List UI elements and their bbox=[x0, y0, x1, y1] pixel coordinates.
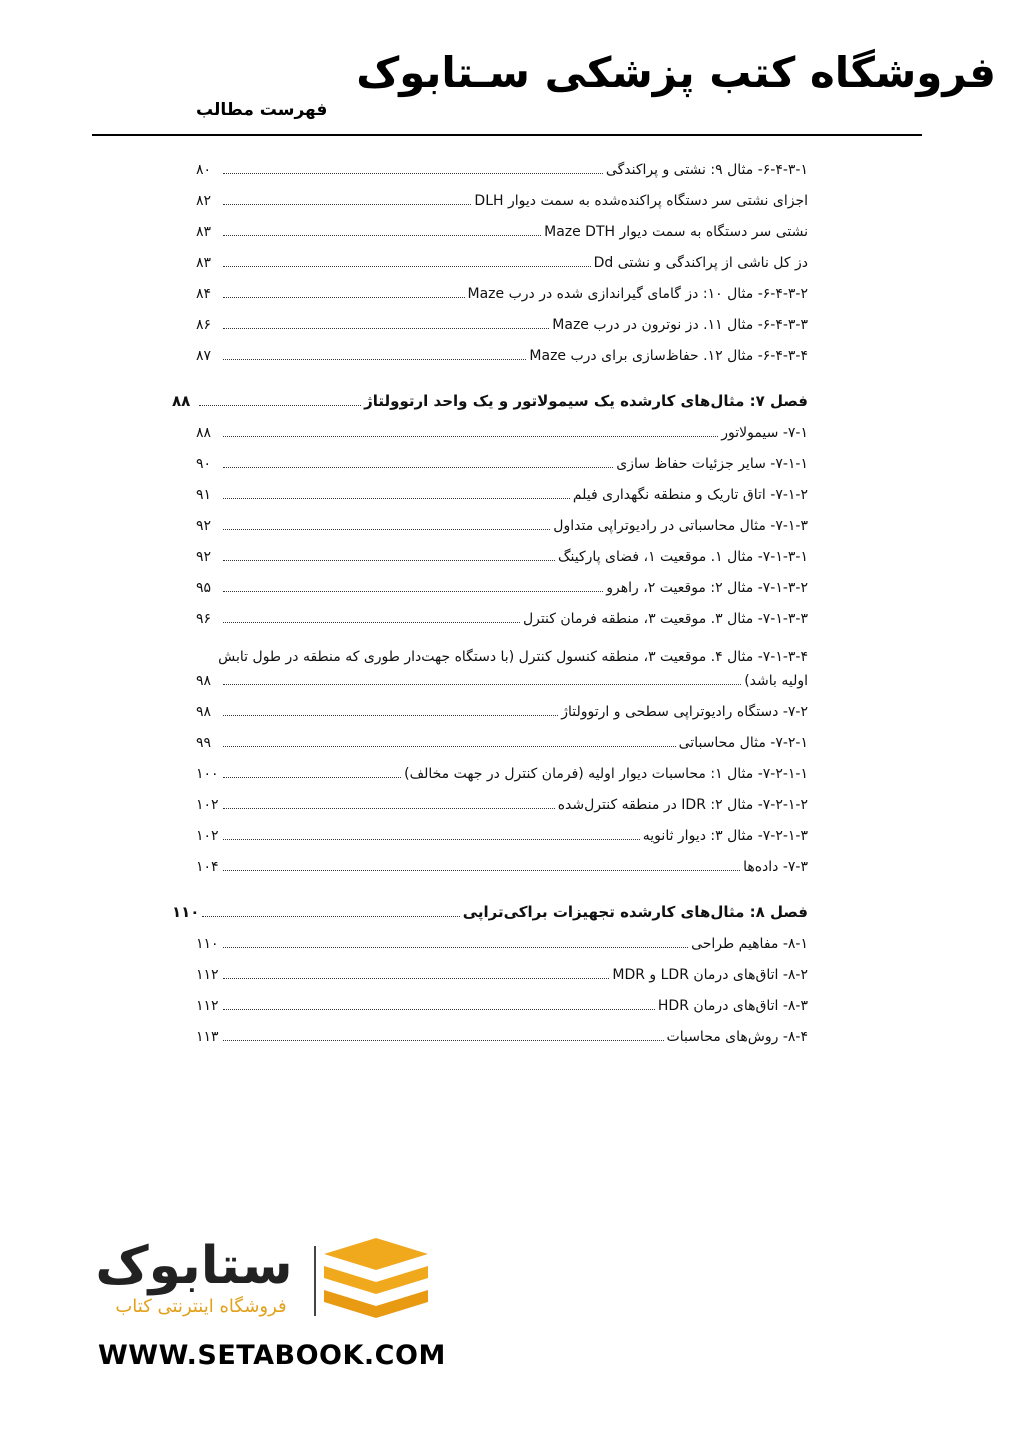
toc-entry-label: ۷-۱-۳- مثال محاسباتی در رادیوتراپی متداول bbox=[553, 518, 808, 534]
toc-page-number: ۹۶ bbox=[196, 611, 212, 627]
toc-page-number: ۱۱۰ bbox=[196, 936, 219, 952]
toc-row[interactable] bbox=[196, 735, 808, 766]
toc-entry-label: ۸-۱- مفاهیم طراحی bbox=[691, 936, 808, 952]
toc-page-number: ۸۸ bbox=[196, 425, 212, 441]
toc-page-number: ۹۹ bbox=[196, 735, 212, 751]
toc-dot-leader bbox=[223, 435, 718, 437]
toc-dot-leader bbox=[223, 327, 549, 329]
toc-dot-leader bbox=[223, 807, 555, 809]
toc-dot-leader bbox=[223, 559, 555, 561]
toc-entry-label: ۸-۳- اتاق‌های درمان HDR bbox=[657, 998, 808, 1014]
toc-entry-label: ۷-۳- داده‌ها bbox=[743, 859, 808, 875]
toc-row[interactable] bbox=[196, 518, 808, 549]
toc-dot-leader bbox=[223, 1039, 664, 1041]
toc-entry-label: نشتی سر دستگاه به سمت دیوار Maze DTH bbox=[544, 224, 808, 240]
toc-dot-leader bbox=[223, 869, 740, 871]
toc-page-number: ۱۰۲ bbox=[196, 797, 219, 813]
toc-dot-leader bbox=[223, 172, 603, 174]
toc-chapter-row[interactable] bbox=[172, 392, 808, 425]
toc-entry-label: ۷-۲-۱-۳- مثال ۳: دیوار ثانویه bbox=[642, 828, 808, 844]
toc-page-number: ۸۲ bbox=[196, 193, 212, 209]
toc-entry-label: ۷-۱- سیمولاتور bbox=[721, 425, 808, 441]
toc-entry-label: دز کل ناشی از پراکندگی و نشتی Dd bbox=[593, 255, 808, 271]
toc-row[interactable] bbox=[196, 224, 808, 255]
toc-entry-label: ۶-۴-۳-۳- مثال ۱۱. دز نوترون در درب Maze bbox=[552, 317, 808, 333]
toc-dot-leader bbox=[223, 265, 591, 267]
toc-row[interactable] bbox=[196, 828, 808, 859]
toc-chapter-label: فصل ۸: مثال‌های کارشده تجهیزات براکی‌تراپی bbox=[462, 903, 808, 921]
toc-entry-label: ۸-۴- روش‌های محاسبات bbox=[666, 1029, 808, 1045]
book-stack-icon bbox=[320, 1236, 432, 1326]
toc-chapter-label: فصل ۷: مثال‌های کارشده یک سیمولاتور و یک واحد ارتوولتاژ bbox=[364, 392, 808, 410]
toc-page-number: ۱۱۲ bbox=[196, 998, 219, 1014]
toc-row[interactable] bbox=[196, 642, 808, 704]
toc-row[interactable] bbox=[196, 704, 808, 735]
toc-row[interactable] bbox=[196, 797, 808, 828]
toc-page-number: ۱۰۰ bbox=[196, 766, 219, 782]
toc-entry-label: ۷-۱-۳-۱- مثال ۱. موقعیت ۱، فضای پارکینگ bbox=[558, 549, 808, 565]
toc-row[interactable] bbox=[196, 936, 808, 967]
toc-dot-leader bbox=[223, 358, 526, 360]
toc-page-number: ۹۰ bbox=[196, 456, 212, 472]
toc-entry-label: ۶-۴-۳-۲- مثال ۱۰: دز گامای گیراندازی شده در درب Maze bbox=[467, 286, 808, 302]
toc-row[interactable] bbox=[196, 286, 808, 317]
toc-dot-leader bbox=[223, 528, 550, 530]
toc-chapter-row[interactable] bbox=[172, 903, 808, 936]
toc-entry-label: ۷-۱-۱- سایر جزئیات حفاظ سازی bbox=[616, 456, 808, 472]
toc-dot-leader bbox=[202, 915, 459, 917]
toc-row[interactable] bbox=[196, 487, 808, 518]
toc-entry-label: اجزای نشتی سر دستگاه پراکنده‌شده به سمت دیوار DLH bbox=[474, 193, 808, 209]
logo-wordmark: ستابوک bbox=[95, 1236, 293, 1296]
toc-entry-label: ۷-۲- دستگاه رادیوتراپی سطحی و ارتوولتاژ bbox=[561, 704, 808, 720]
toc-heading: فهرست مطالب bbox=[196, 100, 328, 120]
toc-entry-label: ۷-۱-۳-۳- مثال ۳. موقعیت ۳، منطقه فرمان کنترل bbox=[522, 611, 808, 627]
toc-dot-leader bbox=[223, 745, 676, 747]
toc-page-number: ۹۲ bbox=[196, 518, 212, 534]
toc-page-number: ۸۶ bbox=[196, 317, 212, 333]
toc-entry-label-continued: اولیه باشد) bbox=[744, 673, 808, 689]
toc-page-number: ۱۰۴ bbox=[196, 859, 219, 875]
toc-page-number: ۹۲ bbox=[196, 549, 212, 565]
toc-dot-leader bbox=[223, 590, 603, 592]
toc-entry-label: ۷-۲-۱-۱- مثال ۱: محاسبات دیوار اولیه (فرمان کنترل در جهت مخالف) bbox=[404, 766, 808, 782]
table-of-contents bbox=[172, 162, 808, 1060]
toc-page-number: ۸۴ bbox=[196, 286, 212, 302]
toc-dot-leader bbox=[199, 404, 361, 406]
toc-dot-leader bbox=[223, 946, 688, 948]
toc-row[interactable] bbox=[196, 255, 808, 286]
toc-page-number: ۹۱ bbox=[196, 487, 212, 503]
logo-divider bbox=[314, 1246, 316, 1316]
toc-dot-leader bbox=[223, 296, 465, 298]
site-url[interactable]: WWW.SETABOOK.COM bbox=[98, 1340, 446, 1371]
toc-page-number: ۱۰۲ bbox=[196, 828, 219, 844]
toc-page-number: ۸۳ bbox=[196, 224, 212, 240]
toc-row[interactable] bbox=[196, 859, 808, 890]
toc-page-number: ۹۸ bbox=[196, 704, 212, 720]
toc-dot-leader bbox=[223, 497, 570, 499]
toc-entry-continuation bbox=[196, 673, 808, 704]
toc-page-number: ۹۸ bbox=[196, 673, 212, 689]
header-rule bbox=[92, 134, 922, 136]
toc-dot-leader bbox=[223, 683, 741, 685]
toc-row[interactable] bbox=[196, 611, 808, 642]
toc-page-number: ۸۳ bbox=[196, 255, 212, 271]
toc-page-number: ۸۰ bbox=[196, 162, 212, 178]
toc-row[interactable] bbox=[196, 998, 808, 1029]
toc-dot-leader bbox=[223, 234, 541, 236]
toc-dot-leader bbox=[223, 838, 640, 840]
logo-tagline: فروشگاه اینترنتی کتاب bbox=[115, 1296, 287, 1317]
toc-entry-label: ۶-۴-۳-۱- مثال ۹: نشتی و پراکندگی bbox=[605, 162, 808, 178]
toc-row[interactable] bbox=[196, 425, 808, 456]
toc-page-number: ۹۵ bbox=[196, 580, 212, 596]
toc-dot-leader bbox=[223, 776, 401, 778]
toc-entry-label: ۷-۲-۱-۲- مثال ۲: IDR در منطقه کنترل‌شده bbox=[557, 797, 808, 813]
toc-dot-leader bbox=[223, 466, 613, 468]
toc-dot-leader bbox=[223, 1008, 655, 1010]
toc-dot-leader bbox=[223, 621, 520, 623]
toc-row[interactable] bbox=[196, 317, 808, 348]
toc-row[interactable] bbox=[196, 456, 808, 487]
toc-page-number: ۱۱۰ bbox=[172, 903, 200, 921]
toc-page-number: ۱۱۳ bbox=[196, 1029, 219, 1045]
toc-row[interactable] bbox=[196, 193, 808, 224]
toc-dot-leader bbox=[223, 714, 558, 716]
toc-page-number: ۸۸ bbox=[172, 392, 191, 410]
toc-row[interactable] bbox=[196, 348, 808, 379]
toc-row[interactable] bbox=[196, 967, 808, 998]
toc-row[interactable] bbox=[196, 580, 808, 611]
toc-row[interactable] bbox=[196, 549, 808, 580]
toc-page-number: ۱۱۲ bbox=[196, 967, 219, 983]
toc-entry-label: ۷-۲-۱- مثال محاسباتی bbox=[678, 735, 808, 751]
toc-page-number: ۸۷ bbox=[196, 348, 212, 364]
toc-entry-label: ۸-۲- اتاق‌های درمان LDR و MDR bbox=[612, 967, 808, 983]
toc-dot-leader bbox=[223, 977, 609, 979]
toc-row[interactable] bbox=[196, 162, 808, 193]
toc-entry-label: ۷-۱-۳-۲- مثال ۲: موقعیت ۲، راهرو bbox=[606, 580, 808, 596]
store-title: فروشگاه کتب پزشکی سـتابوک bbox=[356, 48, 996, 97]
toc-row[interactable] bbox=[196, 1029, 808, 1060]
toc-entry-label: ۶-۴-۳-۴- مثال ۱۲. حفاظ‌سازی برای درب Maze bbox=[529, 348, 808, 364]
toc-entry-label: ۷-۱-۳-۴- مثال ۴. موقعیت ۳، منطقه کنسول کنترل (با دستگاه جهت‌دار طوری که منطقه در طول تابش bbox=[218, 649, 808, 665]
toc-entry-label: ۷-۱-۲- اتاق تاریک و منطقه نگهداری فیلم bbox=[572, 487, 808, 503]
toc-dot-leader bbox=[223, 203, 471, 205]
toc-row[interactable] bbox=[196, 766, 808, 797]
